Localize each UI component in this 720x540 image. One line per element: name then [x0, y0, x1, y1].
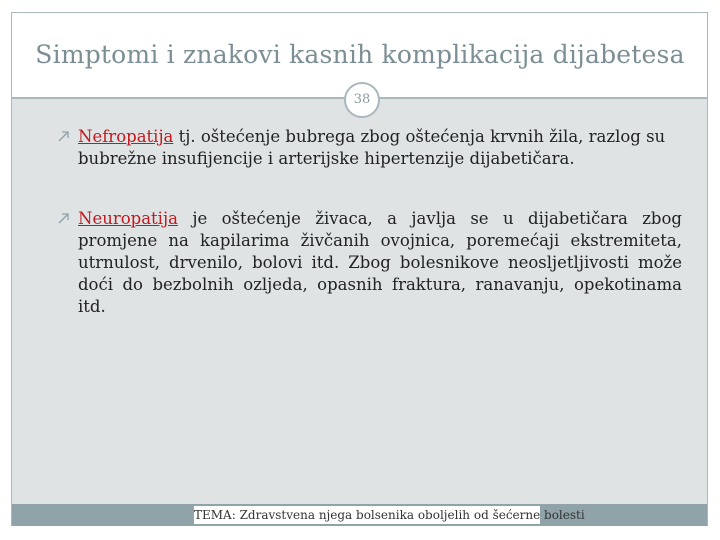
footer-topic: TEMA: Zdravstvena njega bolsenika oboljelih od šećerne bolesti — [193, 505, 541, 525]
bullet-item-neuropatija — [78, 208, 682, 318]
arrow-bullet-icon — [57, 129, 71, 143]
bullet-text: je oštećenje živaca, a javlja se u dijabetičara zbog promjene na kapilarima živčanih ovojnica, poremećaji ekstremiteta, utrnulost, drvenilo, bolovi itd. Zbog bolesnikove neosljetljivosti može doći do bezbolnih ozljeda, opasnih fraktura, ranavanju, opekotinama itd. — [78, 209, 682, 316]
term-link-neuropatija[interactable]: Neuropatija — [78, 209, 178, 228]
bullet-item-nefropatija — [78, 126, 682, 170]
bullet-text: tj. oštećenje bubrega zbog oštećenja krvnih žila, razlog su bubrežne insufijencije i arterijske hipertenzije dijabetičara. — [78, 127, 666, 168]
arrow-bullet-icon — [57, 211, 71, 225]
page-number-badge: 38 — [344, 82, 380, 118]
term-link-nefropatija[interactable]: Nefropatija — [78, 127, 174, 146]
slide-title: Simptomi i znakovi kasnih komplikacija dijabetesa — [35, 40, 685, 69]
